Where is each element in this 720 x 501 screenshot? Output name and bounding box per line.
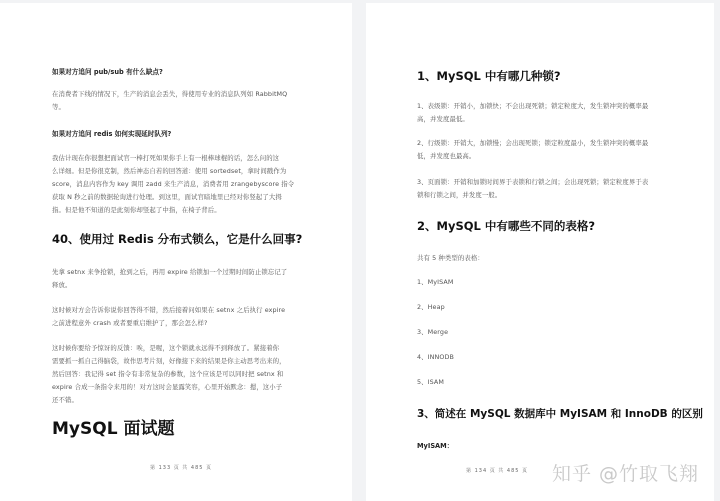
- heading-locks: 1、MySQL 中有哪几种锁?: [417, 69, 561, 83]
- section-title: MySQL 面试题: [52, 419, 175, 439]
- lock-line: 1、表级锁：开销小，加锁快；不会出现死锁；锁定粒度大，发生锁冲突的概率最: [417, 102, 649, 110]
- answer-line: 等。: [52, 103, 65, 111]
- table-type: 5、ISAM: [417, 378, 445, 386]
- lock-line: 高，并发度最低。: [417, 115, 469, 123]
- page-footer: 第 134 页 共 485 页: [466, 468, 529, 474]
- para-line: 然后回答：我记得 set 指令有非常复杂的参数，这个应该是可以同时把 setnx 和: [52, 370, 284, 378]
- zhihu-watermark: 知乎 @竹取飞翔: [552, 463, 700, 485]
- right-page: [366, 3, 714, 501]
- myisam-label: MyISAM：: [417, 442, 454, 450]
- table-type: 3、Merge: [417, 328, 449, 336]
- para-line: 还不错。: [52, 396, 78, 404]
- question-delay-queue: 如果对方追问 redis 如何实现延时队列?: [52, 130, 172, 138]
- answer-line: 我估计现在你很想把面试官一棒打死如果你手上有一根棒球棍的话，怎么问的这: [52, 154, 280, 162]
- lock-line: 3、页面锁：开销和加锁时间界于表锁和行锁之间；会出现死锁；锁定粒度界于表: [417, 178, 649, 186]
- para-line: 释放。: [52, 281, 72, 289]
- heading-tables: 2、MySQL 中有哪些不同的表格?: [417, 219, 596, 233]
- lock-line: 2、行级锁：开销大，加锁慢；会出现死锁；锁定粒度最小，发生锁冲突的概率最: [417, 139, 649, 147]
- para-line: expire 合成一条指令来用的！对方这时会显露笑容，心里开始默念：摁，这小子: [52, 383, 283, 391]
- answer-line: 么详细。但是你很克制，然后神态自若的回答道：使用 sortedset，拿时间戳作为: [52, 167, 287, 175]
- para-line: 这时候对方会告诉你说你回答得不错，然后接着问如果在 setnx 之后执行 expire: [52, 306, 286, 314]
- para-line: 之前进程意外 crash 或者要重启维护了，那会怎么样?: [52, 319, 208, 327]
- answer-line: 在消费者下线的情况下，生产的消息会丢失，得使用专业的消息队列如 RabbitMQ: [52, 90, 288, 98]
- para-line: 需要抓一抓自己得脑袋，故作思考片刻，好像接下来的结果是你主动思考出来的，: [52, 357, 286, 365]
- para-line: 先拿 setnx 来争抢锁，抢到之后，再用 expire 给锁加一个过期时间防止锁忘记了: [52, 268, 288, 276]
- heading-myisam-innodb: 3、简述在 MySQL 数据库中 MyISAM 和 InnoDB 的区别: [417, 408, 703, 420]
- answer-line: 指。但是他不知道的是此刻你却竖起了中指，在椅子背后。: [52, 206, 221, 214]
- question-pubsub: 如果对方追问 pub/sub 有什么缺点?: [52, 68, 163, 76]
- table-type: 1、MyISAM: [417, 278, 454, 286]
- para-line: 这时候你要给予惊讶的反馈：唉，是喔，这个锁就永远得不到释放了。紧接着你: [52, 344, 280, 352]
- left-page: [0, 3, 352, 501]
- tables-intro: 共有 5 种类型的表格：: [417, 254, 484, 262]
- answer-line: 获取 N 秒之前的数据轮询进行处理。到这里，面试官暗地里已经对你竖起了大拇: [52, 193, 282, 201]
- table-type: 4、INNODB: [417, 353, 455, 361]
- answer-line: score，消息内容作为 key 调用 zadd 来生产消息，消费者用 zrangebyscore 指令: [52, 180, 295, 188]
- lock-line: 低，并发度也最高。: [417, 152, 476, 160]
- page-footer: 第 133 页 共 485 页: [150, 465, 213, 471]
- table-type: 2、Heap: [417, 303, 445, 311]
- heading-40: 40、使用过 Redis 分布式锁么，它是什么回事?: [52, 232, 303, 246]
- lock-line: 锁和行锁之间，并发度一般。: [417, 191, 502, 199]
